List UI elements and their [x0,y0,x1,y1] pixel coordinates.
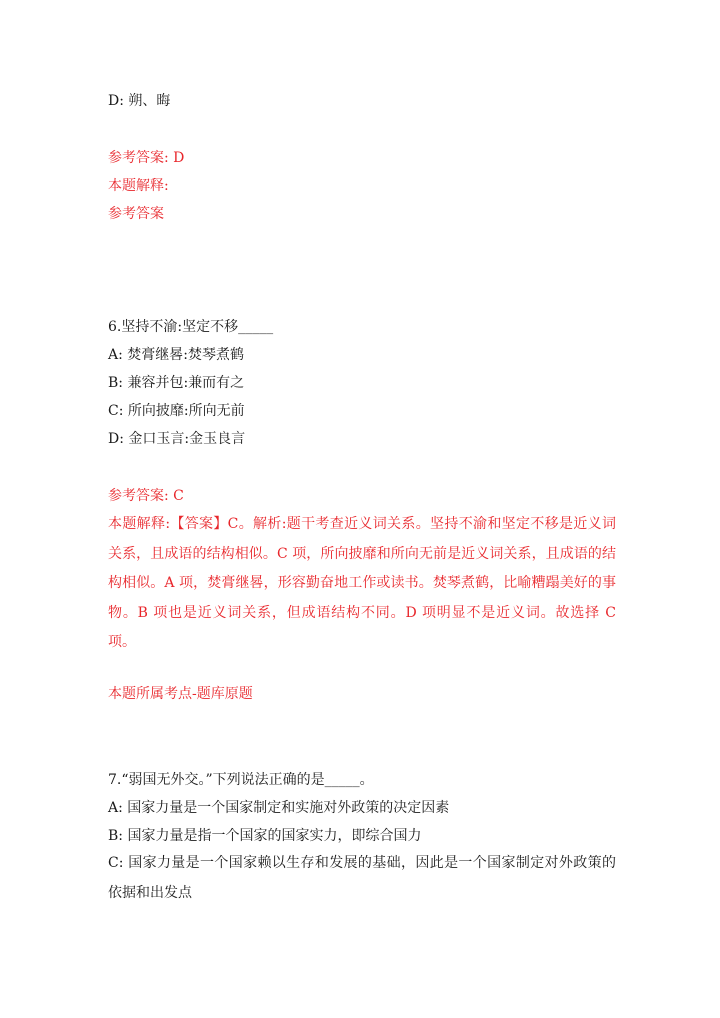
q7-question: 7.“弱国无外交。”下列说法正确的是_____。 [108,772,374,788]
q6-answer: 参考答案: C [108,488,184,504]
q6-question: 6.坚持不渝:坚定不移_____ [108,319,274,335]
q6-option-a: A: 焚膏继晷:焚琴煮鹤 [108,347,244,363]
q7-option-b: B: 国家力量是指一个国家的国家实力，即综合国力 [108,828,422,844]
q6-option-d: D: 金口玉言:金玉良言 [108,431,246,447]
q5-explanation-label: 本题解释: [108,178,169,194]
q5-option-d: D: 朔、晦 [108,93,171,109]
q7-option-c: C: 国家力量是一个国家赖以生存和发展的基础，因此是一个国家制定对外政策的依据和出发点 [108,855,616,901]
q5-explanation-text: 参考答案 [108,206,164,222]
q6-explanation: 本题解释:【答案】C。解析:题干考查近义词关系。坚持不渝和坚定不移是近义词关系，且成语的结构相似。C 项，所向披靡和所向无前是近义词关系，且成语的结构相似。A 项，焚膏继晷，形容勤奋地工作或读书。焚琴煮鹤，比喻糟蹋美好的事物。B 项也是近义词关系，但成语结构不同。D 项明显不是近义词。故选择 C 项。 [108,516,616,650]
q5-answer: 参考答案: D [108,150,185,166]
q6-source: 本题所属考点-题库原题 [108,686,253,702]
q7-option-a: A: 国家力量是一个国家制定和实施对外政策的决定因素 [108,800,450,816]
q6-option-b: B: 兼容并包:兼而有之 [108,375,245,391]
q6-option-c: C: 所向披靡:所向无前 [108,403,245,419]
